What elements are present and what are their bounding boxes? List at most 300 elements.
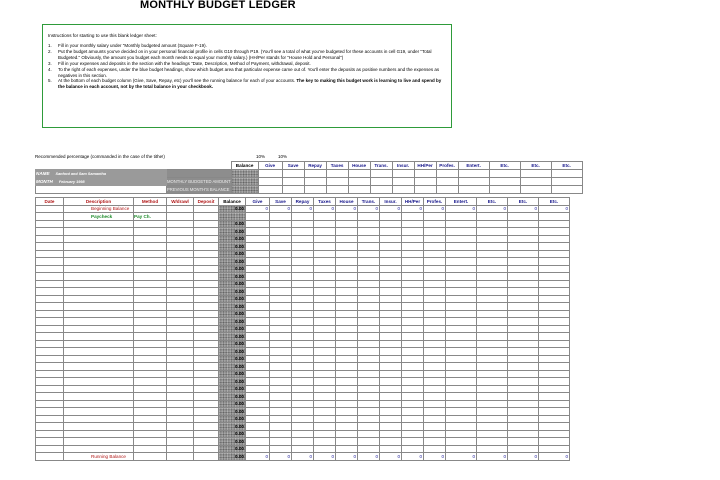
budget-value-cell[interactable] (246, 243, 270, 251)
budget-value-cell[interactable] (424, 340, 446, 348)
description-cell[interactable] (64, 370, 134, 378)
date-cell[interactable] (36, 445, 64, 453)
budget-value-cell[interactable] (424, 423, 446, 431)
budget-value-cell[interactable] (314, 303, 336, 311)
budget-value-cell[interactable] (292, 363, 314, 371)
budget-value-cell[interactable] (477, 370, 508, 378)
budget-value-cell[interactable] (446, 295, 477, 303)
date-cell[interactable] (36, 430, 64, 438)
withdrawal-cell[interactable] (167, 235, 194, 243)
withdrawal-cell[interactable] (167, 295, 194, 303)
method-cell[interactable] (134, 340, 167, 348)
budget-value-cell[interactable] (424, 273, 446, 281)
budget-value-cell[interactable] (292, 355, 314, 363)
budget-value-cell[interactable] (314, 325, 336, 333)
budget-value-cell[interactable]: 0 (270, 205, 292, 213)
budget-value-cell[interactable] (477, 295, 508, 303)
budget-value-cell[interactable] (314, 333, 336, 341)
budget-value-cell[interactable] (270, 400, 292, 408)
deposit-cell[interactable] (194, 453, 219, 461)
budget-value-cell[interactable] (539, 355, 570, 363)
budget-value-cell[interactable] (539, 333, 570, 341)
budget-value-cell[interactable] (270, 363, 292, 371)
budget-value-cell[interactable] (424, 333, 446, 341)
budget-value-cell[interactable] (508, 295, 539, 303)
deposit-cell[interactable] (194, 408, 219, 416)
budget-value-cell[interactable]: 0 (380, 453, 402, 461)
budget-value-cell[interactable] (380, 243, 402, 251)
budget-value-cell[interactable] (246, 370, 270, 378)
budget-value-cell[interactable] (477, 250, 508, 258)
budget-amount-cell[interactable] (326, 186, 348, 194)
method-cell[interactable] (134, 423, 167, 431)
budget-value-cell[interactable] (477, 393, 508, 401)
budget-value-cell[interactable] (380, 393, 402, 401)
name-block-value[interactable]: February 1998 (58, 180, 85, 184)
withdrawal-cell[interactable] (167, 228, 194, 236)
budget-amount-cell[interactable] (414, 186, 436, 194)
description-cell[interactable] (64, 318, 134, 326)
budget-value-cell[interactable] (477, 363, 508, 371)
budget-value-cell[interactable] (336, 280, 358, 288)
date-cell[interactable] (36, 220, 64, 228)
description-cell[interactable] (64, 280, 134, 288)
budget-value-cell[interactable] (292, 288, 314, 296)
budget-value-cell[interactable] (336, 318, 358, 326)
budget-value-cell[interactable] (292, 295, 314, 303)
budget-value-cell[interactable] (380, 325, 402, 333)
budget-value-cell[interactable] (336, 325, 358, 333)
name-block-cell[interactable] (36, 186, 167, 194)
budget-value-cell[interactable] (270, 288, 292, 296)
budget-amount-cell[interactable] (489, 178, 520, 186)
budget-value-cell[interactable] (508, 243, 539, 251)
budget-value-cell[interactable] (402, 228, 424, 236)
budget-value-cell[interactable] (292, 250, 314, 258)
budget-value-cell[interactable] (424, 303, 446, 311)
budget-value-cell[interactable] (424, 355, 446, 363)
budget-value-cell[interactable]: 0 (314, 453, 336, 461)
withdrawal-cell[interactable] (167, 430, 194, 438)
deposit-cell[interactable] (194, 438, 219, 446)
budget-value-cell[interactable] (446, 258, 477, 266)
date-cell[interactable] (36, 385, 64, 393)
name-block-cell[interactable] (36, 178, 167, 186)
budget-value-cell[interactable] (446, 280, 477, 288)
budget-value-cell[interactable] (424, 243, 446, 251)
withdrawal-cell[interactable] (167, 280, 194, 288)
date-cell[interactable] (36, 400, 64, 408)
budget-value-cell[interactable] (402, 445, 424, 453)
date-cell[interactable] (36, 348, 64, 356)
budget-value-cell[interactable] (402, 250, 424, 258)
deposit-cell[interactable] (194, 310, 219, 318)
date-cell[interactable] (36, 453, 64, 461)
budget-value-cell[interactable] (539, 325, 570, 333)
budget-value-cell[interactable] (446, 415, 477, 423)
budget-value-cell[interactable] (424, 415, 446, 423)
budget-value-cell[interactable] (508, 303, 539, 311)
budget-value-cell[interactable] (539, 423, 570, 431)
budget-value-cell[interactable] (358, 363, 380, 371)
budget-value-cell[interactable] (292, 228, 314, 236)
budget-value-cell[interactable] (508, 235, 539, 243)
budget-value-cell[interactable] (314, 295, 336, 303)
budget-value-cell[interactable] (380, 370, 402, 378)
withdrawal-cell[interactable] (167, 220, 194, 228)
budget-value-cell[interactable] (270, 228, 292, 236)
budget-value-cell[interactable] (424, 250, 446, 258)
description-cell[interactable] (64, 348, 134, 356)
budget-value-cell[interactable] (477, 400, 508, 408)
budget-amount-cell[interactable] (304, 178, 326, 186)
budget-value-cell[interactable] (246, 295, 270, 303)
method-cell[interactable] (134, 303, 167, 311)
description-cell[interactable] (64, 408, 134, 416)
budget-amount-cell[interactable] (370, 178, 392, 186)
budget-value-cell[interactable] (314, 415, 336, 423)
description-cell[interactable] (64, 228, 134, 236)
budget-value-cell[interactable] (508, 363, 539, 371)
budget-value-cell[interactable]: 0 (539, 453, 570, 461)
budget-value-cell[interactable] (314, 273, 336, 281)
budget-value-cell[interactable]: 0 (336, 205, 358, 213)
withdrawal-cell[interactable] (167, 288, 194, 296)
budget-value-cell[interactable] (539, 295, 570, 303)
budget-value-cell[interactable] (270, 385, 292, 393)
budget-value-cell[interactable] (270, 213, 292, 221)
description-cell[interactable] (64, 430, 134, 438)
budget-value-cell[interactable]: 0 (539, 205, 570, 213)
budget-value-cell[interactable] (246, 415, 270, 423)
method-cell[interactable] (134, 400, 167, 408)
budget-value-cell[interactable] (508, 280, 539, 288)
withdrawal-cell[interactable] (167, 265, 194, 273)
budget-value-cell[interactable] (336, 243, 358, 251)
withdrawal-cell[interactable] (167, 385, 194, 393)
date-cell[interactable] (36, 288, 64, 296)
budget-value-cell[interactable] (446, 325, 477, 333)
date-cell[interactable] (36, 205, 64, 213)
budget-amount-cell[interactable] (436, 170, 458, 178)
budget-value-cell[interactable] (424, 213, 446, 221)
budget-value-cell[interactable] (336, 295, 358, 303)
budget-value-cell[interactable] (508, 318, 539, 326)
budget-amount-cell[interactable] (392, 186, 414, 194)
budget-value-cell[interactable] (292, 400, 314, 408)
budget-value-cell[interactable] (446, 393, 477, 401)
budget-value-cell[interactable] (314, 235, 336, 243)
budget-value-cell[interactable] (292, 258, 314, 266)
budget-value-cell[interactable]: 0 (508, 205, 539, 213)
budget-value-cell[interactable] (358, 408, 380, 416)
budget-value-cell[interactable]: 0 (477, 205, 508, 213)
budget-value-cell[interactable] (314, 370, 336, 378)
budget-value-cell[interactable] (539, 363, 570, 371)
deposit-cell[interactable] (194, 355, 219, 363)
budget-value-cell[interactable] (380, 295, 402, 303)
budget-value-cell[interactable] (508, 228, 539, 236)
budget-value-cell[interactable] (402, 415, 424, 423)
budget-amount-cell[interactable] (458, 186, 489, 194)
budget-value-cell[interactable] (402, 265, 424, 273)
budget-value-cell[interactable] (246, 445, 270, 453)
budget-value-cell[interactable] (292, 310, 314, 318)
budget-value-cell[interactable] (336, 228, 358, 236)
budget-value-cell[interactable] (270, 445, 292, 453)
budget-amount-cell[interactable] (348, 170, 370, 178)
budget-value-cell[interactable] (292, 265, 314, 273)
date-cell[interactable] (36, 340, 64, 348)
budget-value-cell[interactable] (402, 333, 424, 341)
budget-value-cell[interactable] (336, 370, 358, 378)
budget-value-cell[interactable] (270, 348, 292, 356)
budget-amount-cell[interactable] (414, 178, 436, 186)
budget-value-cell[interactable] (477, 318, 508, 326)
budget-value-cell[interactable] (246, 385, 270, 393)
budget-value-cell[interactable] (539, 393, 570, 401)
budget-value-cell[interactable] (539, 250, 570, 258)
deposit-cell[interactable] (194, 295, 219, 303)
budget-amount-cell[interactable] (370, 170, 392, 178)
budget-value-cell[interactable] (292, 213, 314, 221)
method-cell[interactable] (134, 243, 167, 251)
budget-value-cell[interactable] (508, 378, 539, 386)
description-cell[interactable] (64, 423, 134, 431)
method-cell[interactable] (134, 363, 167, 371)
budget-value-cell[interactable] (424, 235, 446, 243)
budget-value-cell[interactable] (402, 423, 424, 431)
withdrawal-cell[interactable] (167, 438, 194, 446)
budget-value-cell[interactable] (336, 288, 358, 296)
budget-value-cell[interactable] (270, 318, 292, 326)
method-cell[interactable] (134, 295, 167, 303)
budget-value-cell[interactable] (358, 235, 380, 243)
budget-value-cell[interactable] (446, 423, 477, 431)
budget-value-cell[interactable] (508, 310, 539, 318)
budget-value-cell[interactable] (336, 355, 358, 363)
withdrawal-cell[interactable] (167, 318, 194, 326)
budget-value-cell[interactable] (380, 363, 402, 371)
budget-value-cell[interactable] (358, 220, 380, 228)
budget-value-cell[interactable] (314, 280, 336, 288)
budget-value-cell[interactable] (270, 423, 292, 431)
deposit-cell[interactable] (194, 258, 219, 266)
budget-value-cell[interactable] (402, 220, 424, 228)
budget-value-cell[interactable] (424, 408, 446, 416)
budget-value-cell[interactable] (380, 228, 402, 236)
budget-value-cell[interactable] (424, 363, 446, 371)
withdrawal-cell[interactable] (167, 393, 194, 401)
budget-value-cell[interactable] (539, 340, 570, 348)
budget-value-cell[interactable] (314, 243, 336, 251)
budget-value-cell[interactable] (314, 385, 336, 393)
budget-value-cell[interactable] (424, 258, 446, 266)
budget-value-cell[interactable] (270, 303, 292, 311)
budget-value-cell[interactable] (292, 393, 314, 401)
withdrawal-cell[interactable] (167, 213, 194, 221)
budget-value-cell[interactable] (358, 265, 380, 273)
withdrawal-cell[interactable] (167, 205, 194, 213)
budget-value-cell[interactable] (380, 378, 402, 386)
budget-amount-cell[interactable] (348, 186, 370, 194)
budget-value-cell[interactable] (402, 393, 424, 401)
budget-value-cell[interactable] (246, 303, 270, 311)
budget-value-cell[interactable] (246, 220, 270, 228)
budget-value-cell[interactable] (477, 408, 508, 416)
budget-value-cell[interactable] (446, 445, 477, 453)
budget-amount-cell[interactable] (392, 178, 414, 186)
budget-value-cell[interactable] (270, 265, 292, 273)
budget-value-cell[interactable] (358, 340, 380, 348)
budget-value-cell[interactable] (539, 243, 570, 251)
budget-value-cell[interactable]: 0 (336, 453, 358, 461)
budget-value-cell[interactable] (246, 273, 270, 281)
description-cell[interactable] (64, 310, 134, 318)
description-cell[interactable]: Beginning Balance (64, 205, 134, 213)
budget-value-cell[interactable] (270, 273, 292, 281)
budget-value-cell[interactable] (477, 265, 508, 273)
budget-value-cell[interactable] (508, 438, 539, 446)
budget-value-cell[interactable] (270, 280, 292, 288)
budget-value-cell[interactable] (270, 235, 292, 243)
method-cell[interactable] (134, 370, 167, 378)
budget-value-cell[interactable] (336, 250, 358, 258)
description-cell[interactable] (64, 363, 134, 371)
withdrawal-cell[interactable] (167, 310, 194, 318)
withdrawal-cell[interactable] (167, 348, 194, 356)
deposit-cell[interactable] (194, 340, 219, 348)
budget-value-cell[interactable] (539, 235, 570, 243)
date-cell[interactable] (36, 258, 64, 266)
budget-value-cell[interactable] (402, 408, 424, 416)
budget-value-cell[interactable] (336, 408, 358, 416)
budget-value-cell[interactable] (336, 445, 358, 453)
date-cell[interactable] (36, 423, 64, 431)
budget-value-cell[interactable] (446, 430, 477, 438)
budget-value-cell[interactable] (446, 348, 477, 356)
budget-amount-cell[interactable] (436, 186, 458, 194)
budget-value-cell[interactable] (246, 228, 270, 236)
budget-value-cell[interactable] (336, 258, 358, 266)
name-block-cell[interactable] (36, 170, 167, 178)
budget-value-cell[interactable] (424, 295, 446, 303)
budget-value-cell[interactable] (358, 213, 380, 221)
description-cell[interactable] (64, 355, 134, 363)
budget-value-cell[interactable] (358, 303, 380, 311)
budget-value-cell[interactable] (358, 288, 380, 296)
withdrawal-cell[interactable] (167, 400, 194, 408)
budget-value-cell[interactable] (358, 258, 380, 266)
budget-value-cell[interactable] (424, 445, 446, 453)
budget-value-cell[interactable] (246, 430, 270, 438)
budget-value-cell[interactable] (314, 400, 336, 408)
budget-value-cell[interactable] (246, 393, 270, 401)
description-cell[interactable] (64, 438, 134, 446)
budget-value-cell[interactable] (477, 243, 508, 251)
description-cell[interactable] (64, 333, 134, 341)
budget-amount-cell[interactable] (304, 170, 326, 178)
budget-value-cell[interactable] (380, 445, 402, 453)
budget-value-cell[interactable] (246, 310, 270, 318)
budget-value-cell[interactable] (446, 273, 477, 281)
budget-value-cell[interactable] (270, 408, 292, 416)
budget-value-cell[interactable] (446, 370, 477, 378)
budget-value-cell[interactable] (292, 438, 314, 446)
method-cell[interactable] (134, 220, 167, 228)
budget-value-cell[interactable] (477, 303, 508, 311)
withdrawal-cell[interactable] (167, 378, 194, 386)
budget-value-cell[interactable] (402, 355, 424, 363)
budget-value-cell[interactable] (424, 318, 446, 326)
date-cell[interactable] (36, 325, 64, 333)
method-cell[interactable] (134, 318, 167, 326)
budget-value-cell[interactable] (539, 408, 570, 416)
budget-value-cell[interactable] (270, 393, 292, 401)
date-cell[interactable] (36, 393, 64, 401)
budget-value-cell[interactable]: 0 (270, 453, 292, 461)
budget-value-cell[interactable] (380, 273, 402, 281)
budget-value-cell[interactable] (402, 213, 424, 221)
method-cell[interactable] (134, 415, 167, 423)
budget-value-cell[interactable] (270, 355, 292, 363)
budget-amount-cell[interactable] (258, 186, 282, 194)
budget-value-cell[interactable] (508, 250, 539, 258)
budget-value-cell[interactable] (246, 400, 270, 408)
withdrawal-cell[interactable] (167, 453, 194, 461)
budget-value-cell[interactable] (246, 213, 270, 221)
date-cell[interactable] (36, 243, 64, 251)
budget-amount-cell[interactable] (326, 170, 348, 178)
budget-value-cell[interactable] (336, 303, 358, 311)
budget-value-cell[interactable] (358, 415, 380, 423)
budget-value-cell[interactable] (380, 438, 402, 446)
budget-value-cell[interactable] (402, 280, 424, 288)
budget-value-cell[interactable] (380, 423, 402, 431)
budget-value-cell[interactable]: 0 (292, 205, 314, 213)
budget-value-cell[interactable] (508, 348, 539, 356)
budget-value-cell[interactable] (402, 385, 424, 393)
budget-value-cell[interactable] (380, 303, 402, 311)
date-cell[interactable] (36, 310, 64, 318)
method-cell[interactable]: Pay Ch. (134, 213, 167, 221)
budget-amount-cell[interactable] (520, 186, 551, 194)
budget-value-cell[interactable] (446, 408, 477, 416)
budget-value-cell[interactable] (292, 220, 314, 228)
budget-value-cell[interactable] (424, 378, 446, 386)
budget-value-cell[interactable] (446, 438, 477, 446)
description-cell[interactable] (64, 385, 134, 393)
budget-amount-cell[interactable] (489, 170, 520, 178)
method-cell[interactable] (134, 325, 167, 333)
date-cell[interactable] (36, 355, 64, 363)
budget-value-cell[interactable] (446, 235, 477, 243)
description-cell[interactable] (64, 393, 134, 401)
budget-value-cell[interactable] (292, 318, 314, 326)
budget-value-cell[interactable] (446, 303, 477, 311)
budget-value-cell[interactable] (402, 400, 424, 408)
budget-value-cell[interactable] (477, 288, 508, 296)
budget-value-cell[interactable] (380, 288, 402, 296)
budget-value-cell[interactable] (424, 288, 446, 296)
budget-value-cell[interactable] (314, 310, 336, 318)
budget-value-cell[interactable] (539, 228, 570, 236)
budget-value-cell[interactable] (508, 325, 539, 333)
budget-value-cell[interactable] (270, 310, 292, 318)
budget-value-cell[interactable] (314, 348, 336, 356)
budget-value-cell[interactable] (508, 220, 539, 228)
description-cell[interactable] (64, 265, 134, 273)
